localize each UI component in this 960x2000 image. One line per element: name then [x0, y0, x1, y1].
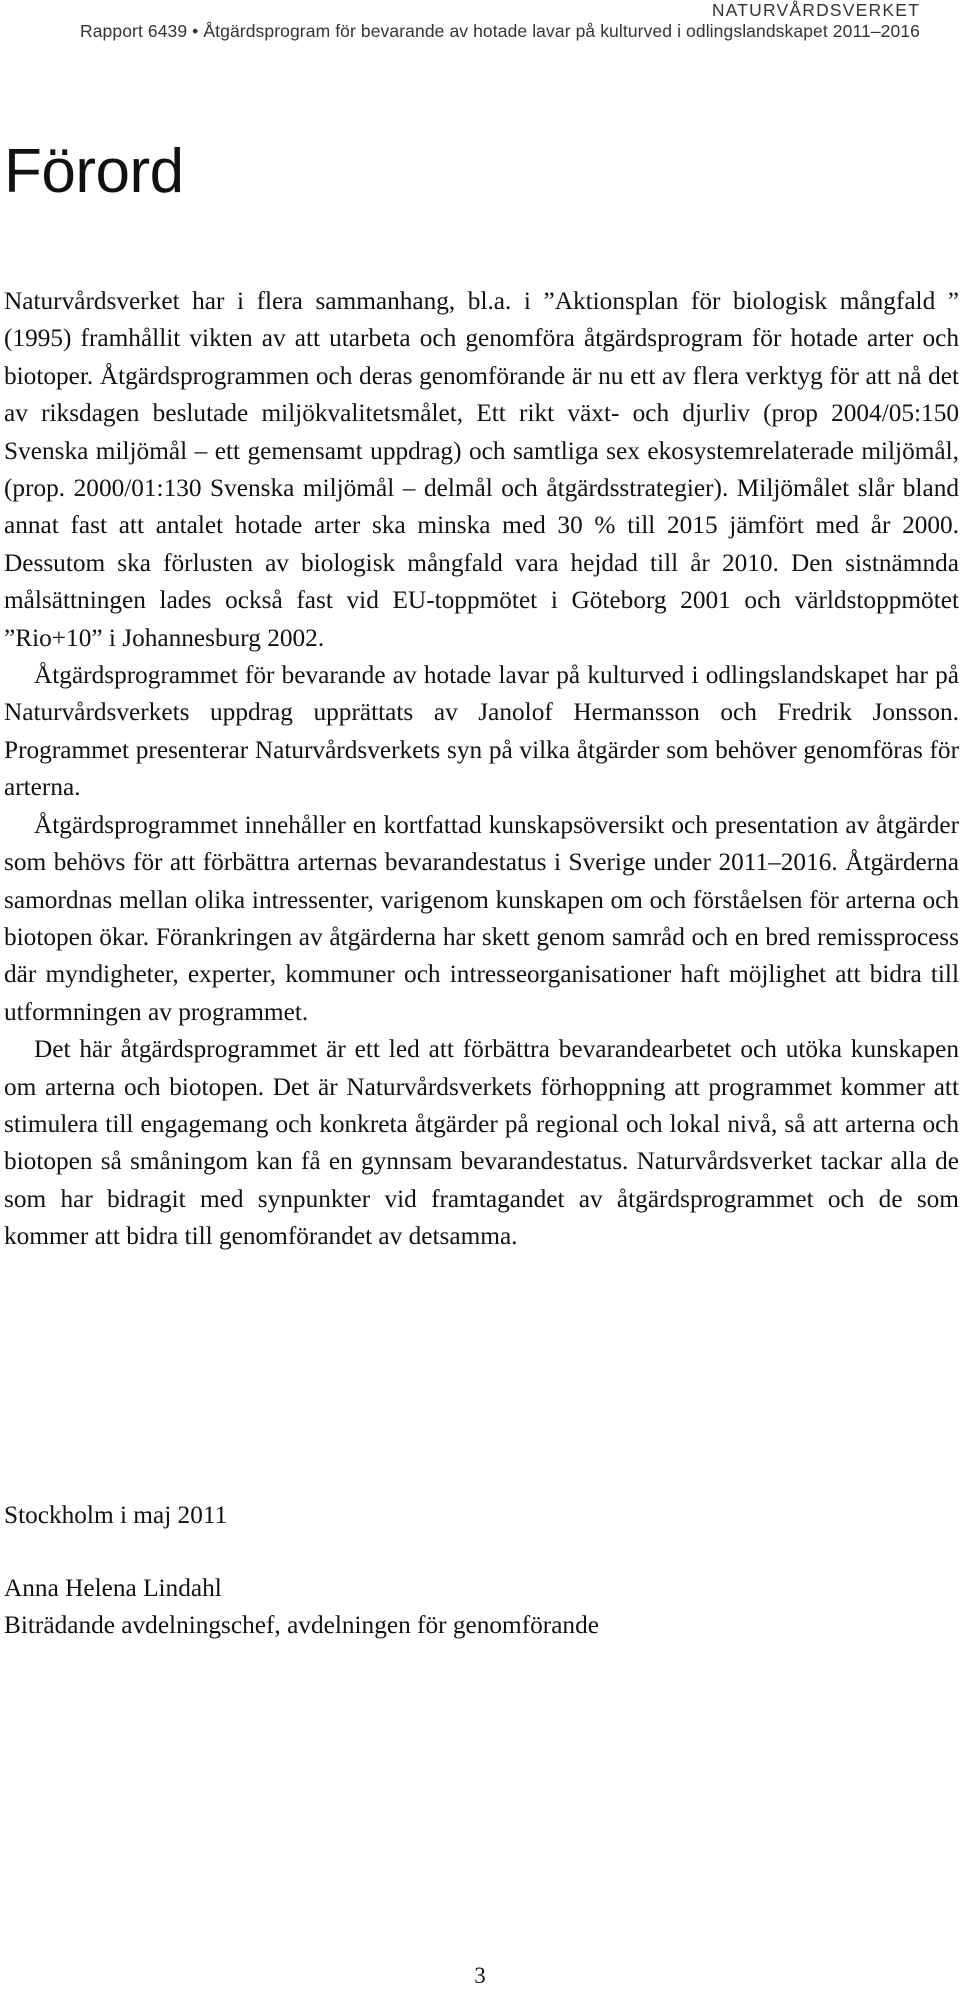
header-organization: NATURVÅRDSVERKET: [711, 0, 920, 20]
signature-role: Biträdande avdelningschef, avdelningen för genomförande: [4, 1611, 599, 1639]
paragraph-1: Naturvårdsverket har i flera sammanhang, bl.a. i ”Aktionsplan för biologisk mångfald ” (1995) framhållit vikten av att utarbeta och genomföra åtgärdsprogram för hotade arter och biotoper. Åtgärdsprogrammen och deras genomförande är nu ett av flera verktyg för att nå det av riksdagen beslutade miljökvalitetsmålet, Ett rikt växt- och djurliv (prop 2004/05:150 Svenska miljömål – ett gemensamt uppdrag) och samtliga sex ekosystemrelaterade miljömål, (prop. 2000/01:130 Svenska miljömål – delmål och åtgärdsstrategier). Miljömålet slår bland annat fast att antalet hotade arter ska minska med 30 % till 2015 jämfört med år 2000. Dessutom ska förlusten av biologisk mångfald vara hejdad till år 2010. Den sistnämnda målsättningen lades också fast vid EU-toppmötet i Göteborg 2001 och världstoppmötet ”Rio+10” i Johannesburg 2002.: [4, 287, 959, 652]
signature-place-date: Stockholm i maj 2011: [4, 1501, 228, 1529]
foreword-body: [4, 283, 959, 1256]
page-number: 3: [474, 1963, 486, 1988]
page-title: Förord: [4, 137, 184, 206]
signature-name: Anna Helena Lindahl: [4, 1574, 222, 1602]
running-header: [40, 0, 920, 42]
paragraph-4: Det här åtgärdsprogrammet är ett led att förbättra bevarandearbetet och utöka kunskapen om arterna och biotopen. Det är Naturvårdsverkets förhoppning att programmet kommer att stimulera till engagemang och konkreta åtgärder på regional och lokal nivå, så att arterna och biotopen så småningom kan få en gynnsam bevarandestatus. Naturvårdsverket tackar alla de som har bidragit med synpunkter vid framtagandet av åtgärdsprogrammet och de som kommer att bidra till genomförandet av detsamma.: [4, 1035, 959, 1251]
paragraph-3: Åtgärdsprogrammet innehåller en kortfattad kunskapsöversikt och presentation av åtgärder som behövs för att förbättra arternas bevarandestatus i Sverige under 2011–2016. Åtgärderna samordnas mellan olika intressenter, varigenom kunskapen om och förståelsen för arterna och biotopen ökar. Förankringen av åtgärderna har skett genom samråd och en bred remissprocess där myndigheter, experter, kommuner och intresseorganisationer haft möjlighet att bidra till utformningen av programmet.: [4, 810, 959, 1026]
header-report-line: Rapport 6439 • Åtgärdsprogram för bevarande av hotade lavar på kulturved i odlingslandskapet 2011–2016: [79, 21, 920, 41]
paragraph-2: Åtgärdsprogrammet för bevarande av hotade lavar på kulturved i odlingslandskapet har på Naturvårdsverkets uppdrag upprättats av Janolof Hermansson och Fredrik Jonsson. Programmet presenterar Naturvårdsverkets syn på vilka åtgärder som behöver genomföras för arterna.: [4, 661, 959, 802]
